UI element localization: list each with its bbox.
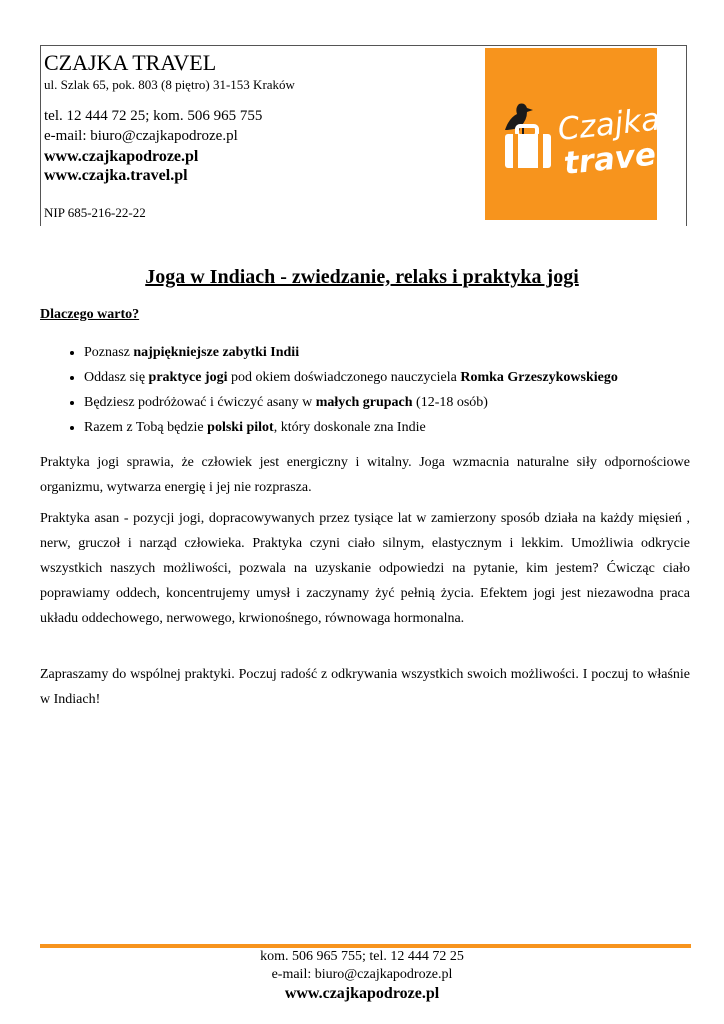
footer-website[interactable]: www.czajkapodroze.pl [284, 985, 440, 1002]
list-item: • Oddasz się praktyce jogi pod okiem doświadczonego nauczyciela Romka Grzeszykowskiego [84, 367, 724, 392]
paragraph-asana: Praktyka asan - pozycji jogi, dopracowywanych przez tysiące lat w zamierzony sposób działa na każdy mięsień , nerw, gruczoł i narząd człowieka. Praktyka czyni ciało silnym, elastycznym i lekkim. Umożliwia odkrycie wszystkich naszych możliwości, pozwala na uzyskanie odpowiedzi na pytanie, kim jestem? Ćwicząc ciało poprawiamy oddech, koncentrujemy umysł i zaczynamy żyć pełnią życia. Efektem jogi jest niezawodna praca układu oddechowego, nerwowego, krwionośnego, równowaga hormonalna. [40, 511, 690, 626]
company-email: e-mail: biuro@czajkapodroze.pl [44, 128, 238, 144]
logo-text-line1: Czajka [556, 101, 662, 148]
list-item: • Będziesz podróżować i ćwiczyć asany w małych grupach (12-18 osób) [84, 392, 724, 417]
letterhead [40, 45, 687, 226]
company-name: CZAJKA TRAVEL [44, 50, 217, 75]
czajka-travel-logo [485, 48, 669, 220]
paragraph-energy: Praktyka jogi sprawia, że człowiek jest energiczny i witalny. Joga wzmacnia naturalne siły odpornościowe organizmu, wytwarza energię i jej nie rozprasza. [40, 455, 690, 495]
paragraph-invitation: Zapraszamy do wspólnej praktyki. Poczuj radość z odkrywania wszystkich swoich możliwości. I poczuj to właśnie w Indiach! [40, 667, 690, 707]
company-website-secondary[interactable]: www.czajka.travel.pl [44, 167, 188, 184]
footer-divider [40, 944, 691, 948]
company-phone: tel. 12 444 72 25; kom. 506 965 755 [44, 108, 263, 124]
company-nip: NIP 685-216-22-22 [44, 205, 146, 220]
company-website-primary[interactable]: www.czajkapodroze.pl [44, 148, 199, 165]
company-address: ul. Szlak 65, pok. 803 (8 piętro) 31-153 Kraków [44, 77, 295, 92]
list-item: • Razem z Tobą będzie polski pilot, który doskonale zna Indie [84, 417, 724, 442]
footer-phones: kom. 506 965 755; tel. 12 444 72 25 [260, 949, 464, 964]
why-heading: Dlaczego warto? [40, 307, 140, 322]
document-title: Joga w Indiach - zwiedzanie, relaks i praktyka jogi [145, 266, 579, 288]
benefits-list [40, 342, 724, 442]
logo-text-line2: travel [562, 135, 669, 182]
suitcase-with-bird-icon [485, 48, 669, 220]
footer-email: e-mail: biuro@czajkapodroze.pl [271, 967, 453, 982]
list-item: • Poznasz najpiękniejsze zabytki Indii [84, 342, 724, 367]
